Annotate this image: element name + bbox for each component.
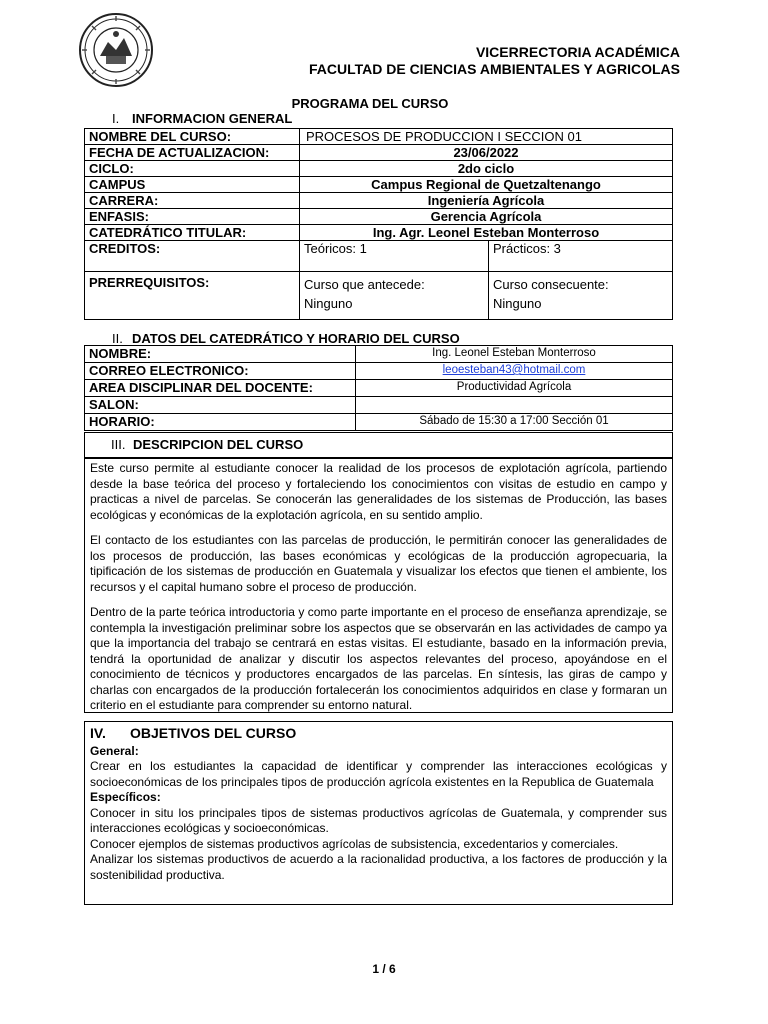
cycle-value: 2do ciclo [300,161,673,177]
prior-course-value: Ninguno [304,296,353,311]
table-row [85,161,673,177]
section3-title: DESCRIPCION DEL CURSO [133,437,304,452]
section2-heading [112,331,460,346]
next-course-cell [489,272,673,320]
professor-name-label: NOMBRE: [85,346,356,363]
section1-title: INFORMACION GENERAL [132,111,293,126]
table-row [85,225,673,241]
description-paragraph-3: Dentro de la parte teórica introductoria y como parte importante en el proceso de enseñanza aprendizaje, se contempla la investigación preliminar sobre los aspectos que se observarán en las actividades de campo ya que la importancia del trabajo se centrará en estas visitas. El estudiante, basado en la información previa, tendrá la oportunidad de analizar y discutir los aspectos relevantes del proceso, apoyándose en el conocimiento de técnicos y productores encargados de las parcelas. En síntesis, las giras de campo y charlas con encargados de la producción fortalecerán los conocimientos adquiridos en clase y formaran un criterio en el estudiante para comprender su entorno natural. [90,605,667,712]
program-title: PROGRAMA DEL CURSO [291,96,449,111]
room-label: SALON: [85,397,356,414]
general-objective-label: General: [90,743,139,758]
professor-value: Ing. Agr. Leonel Esteban Monterroso [300,225,673,241]
campus-label: CAMPUS [85,177,300,193]
general-objective-text: Crear en los estudiantes la capacidad de identificar y comprender las interacciones ecológicas y socioeconómicas de los principales tipos de producción agrícola existentes en la Republica de Guatemala [90,759,667,789]
specific-objective-3: Analizar los sistemas productivos de acuerdo a la racionalidad productiva, a los factores de producción y la sostenibilidad productiva. [90,852,667,882]
general-info-table [84,128,673,320]
course-objectives-box [84,721,673,905]
emphasis-label: ENFASIS: [85,209,300,225]
next-course-label: Curso consecuente: [493,277,609,292]
table-row [85,129,673,145]
page-number: 1 / 6 [372,962,396,976]
section4-heading [90,726,667,742]
section1-number: I. [112,111,120,126]
campus-value: Campus Regional de Quetzaltenango [300,177,673,193]
email-cell [356,363,673,380]
room-value [356,397,673,414]
table-row [85,145,673,161]
specific-objectives-label: Específicos: [90,790,161,804]
email-link[interactable]: leoesteban43@hotmail.com [442,364,586,376]
credits-label: CREDITOS: [85,241,300,272]
discipline-area-label: AREA DISCIPLINAR DEL DOCENTE: [85,380,356,397]
section2-number: II. [112,331,123,346]
table-row [85,209,673,225]
prior-course-label: Curso que antecede: [304,277,425,292]
schedule-value: Sábado de 15:30 a 17:00 Sección 01 [356,414,673,431]
next-course-value: Ninguno [493,296,542,311]
discipline-area-value: Productividad Agrícola [356,380,673,397]
email-label: CORREO ELECTRONICO: [85,363,356,380]
course-name-label: NOMBRE DEL CURSO: [85,129,300,145]
section1-heading [112,111,292,126]
section3-heading [111,437,303,452]
description-paragraph-2: El contacto de los estudiantes con las parcelas de producción, le permitirán conocer las generalidades de los procesos de producción, las bases económicas y ecológicas de la producción agropecuaria, la tipificación de los sistemas de producción en Guatemala y visualizar los efectos que tienen el ambiente, los recursos y el capital humano sobre el proceso de producción. [90,533,667,594]
table-row [85,380,673,397]
table-row [85,177,673,193]
table-row [85,241,673,272]
professor-label: CATEDRÁTICO TITULAR: [85,225,300,241]
credits-practice: Prácticos: 3 [489,241,673,272]
emphasis-value: Gerencia Agrícola [300,209,673,225]
cycle-label: CICLO: [85,161,300,177]
credits-theory: Teóricos: 1 [300,241,489,272]
university-seal-logo [78,12,154,88]
specific-objective-1: Conocer in situ los principales tipos de sistemas productivos agrícolas de Guatemala, y comprender sus interacciones ecológicas y socioeconómicas. [90,805,667,835]
schedule-label: HORARIO: [85,414,356,431]
career-value: Ingeniería Agrícola [300,193,673,209]
specific-objective-2: Conocer ejemplos de sistemas productivos agrícolas de subsistencia, excedentarios y comerciales. [90,836,619,851]
table-row [85,414,673,431]
update-date-label: FECHA DE ACTUALIZACION: [85,145,300,161]
professor-schedule-table [84,345,673,431]
section3-heading-box [84,432,673,458]
description-paragraph-1: Este curso permite al estudiante conocer la realidad de los procesos de explotación agrícola, partiendo desde la base teórica del proceso y fortaleciendo los conocimientos con visitas de estudio en campo y practicas a nivel de parcelas. Se conocerán las generalidades de los sistemas de Producción, las bases ecológicas y económicas de la explotación agrícola, en su sentido amplio. [90,461,667,522]
professor-name-value: Ing. Leonel Esteban Monterroso [356,346,673,363]
section3-number: III. [111,437,126,452]
section2-title: DATOS DEL CATEDRÁTICO Y HORARIO DEL CURSO [132,331,460,346]
course-description-box [84,458,673,713]
table-row [85,193,673,209]
career-label: CARRERA: [85,193,300,209]
header-facultad: FACULTAD DE CIENCIAS AMBIENTALES Y AGRICOLAS [308,61,680,77]
course-name-value: PROCESOS DE PRODUCCION I SECCION 01 [300,129,673,145]
prerequisites-label: PRERREQUISITOS: [85,272,300,320]
table-row [85,363,673,380]
table-row [85,397,673,414]
section4-number: IV. [90,725,106,741]
table-row [85,346,673,363]
table-row [85,272,673,320]
section4-title: OBJETIVOS DEL CURSO [130,725,297,741]
update-date-value: 23/06/2022 [300,145,673,161]
header-vicerrectoria: VICERRECTORIA ACADÉMICA [475,44,680,60]
prior-course-cell [300,272,489,320]
